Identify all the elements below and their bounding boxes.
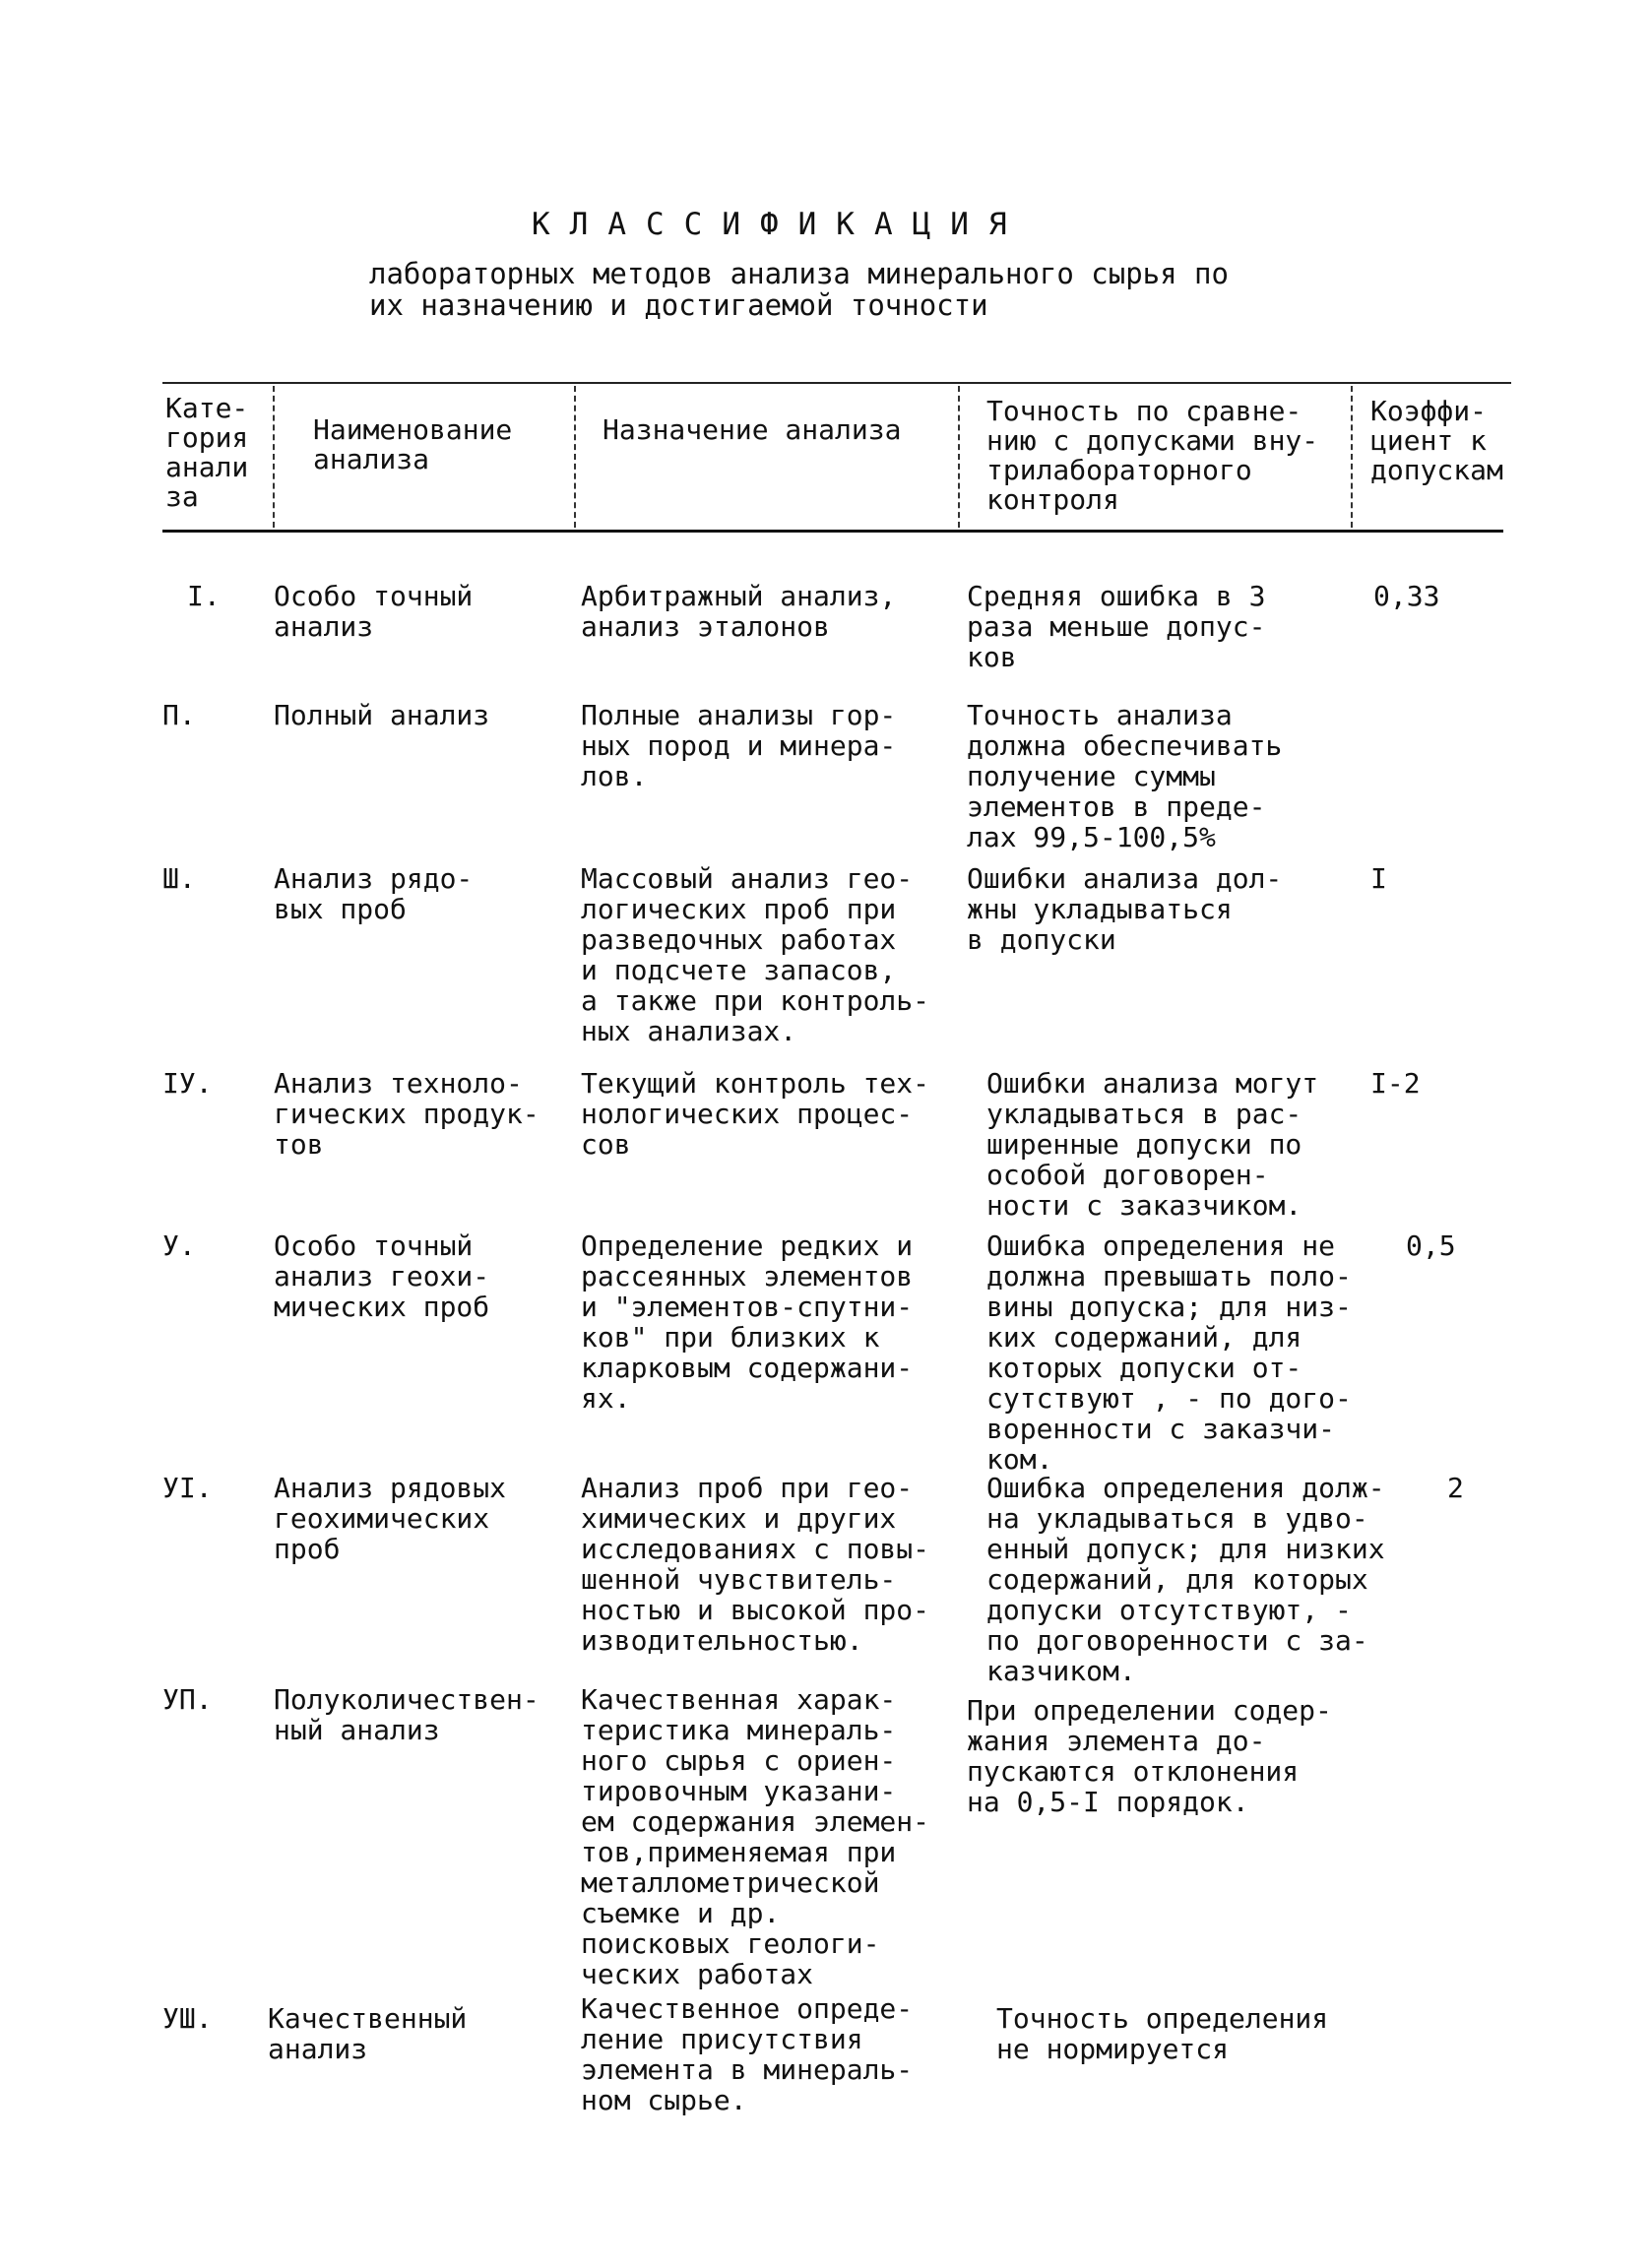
- row-6-coefficient: 2: [1447, 1472, 1464, 1504]
- row-1-name: Особо точный анализ: [274, 580, 474, 643]
- column-divider: [574, 386, 576, 528]
- row-3-category: Ш.: [162, 862, 196, 895]
- row-4-category: IУ.: [162, 1067, 213, 1100]
- row-4-coefficient: I-2: [1370, 1067, 1421, 1100]
- row-7-purpose: Качественная харак- теристика минераль- ного сырья с ориен- тировочным указани- ем содержания элемен- тов,применяемая при металлометрической съемке и др. поисковых геологи- ческих работах: [581, 1683, 930, 1990]
- row-7-accuracy: При определении содер- жания элемента до- пускаются отклонения на 0,5-I порядок.: [967, 1694, 1332, 1818]
- row-2-accuracy: Точность анализа должна обеспечивать получение суммы элементов в преде- лах 99,5-100,5%: [967, 699, 1283, 853]
- row-4-purpose: Текущий контроль тех- нологических процес- сов: [581, 1067, 930, 1161]
- header-accuracy: Точность по сравне- нию с допусками вну- трилабораторного контроля: [986, 395, 1319, 516]
- row-1-accuracy: Средняя ошибка в 3 раза меньше допус- ков: [967, 580, 1266, 673]
- header-name: Наименование анализа: [313, 413, 513, 475]
- row-6-purpose: Анализ проб при гео- химических и других исследованиях с повы- шенной чувствитель- ностью и высокой про- изводительностью.: [581, 1472, 930, 1657]
- row-7-name: Полуколичествен- ный анализ: [274, 1683, 540, 1746]
- row-2-purpose: Полные анализы гор- ных пород и минера- лов.: [581, 699, 897, 792]
- row-3-accuracy: Ошибки анализа дол- жны укладываться в допуски: [967, 862, 1283, 956]
- row-3-name: Анализ рядо- вых проб: [274, 862, 474, 925]
- header-coefficient: Коэффи- циент к допускам: [1370, 395, 1503, 486]
- table-header-top-rule: [162, 382, 1511, 384]
- row-8-name: Качественный анализ: [268, 2002, 468, 2065]
- row-8-category: УШ.: [162, 2002, 213, 2035]
- row-7-category: УП.: [162, 1683, 213, 1716]
- row-8-purpose: Качественное опреде- ление присутствия элемента в минераль- ном сырье.: [581, 1992, 914, 2116]
- row-3-coefficient: I: [1370, 862, 1387, 895]
- row-5-category: У.: [162, 1229, 196, 1262]
- row-6-category: УI.: [162, 1472, 213, 1504]
- row-6-accuracy: Ошибка определения долж- на укладываться в удво- енный допуск; для низких содержаний, для которых допуски отсутствуют, - по договоренности с за- казчиком.: [986, 1472, 1385, 1687]
- column-divider: [273, 386, 275, 528]
- header-purpose: Назначение анализа: [603, 413, 902, 446]
- row-1-coefficient: 0,33: [1373, 580, 1440, 612]
- row-4-name: Анализ техноло- гических продук- тов: [274, 1067, 540, 1161]
- table-header-bottom-rule: [162, 530, 1503, 533]
- column-divider: [1351, 386, 1353, 528]
- row-1-purpose: Арбитражный анализ, анализ эталонов: [581, 580, 897, 643]
- column-divider: [958, 386, 960, 528]
- row-2-name: Полный анализ: [274, 699, 490, 731]
- row-1-category: I.: [187, 580, 221, 612]
- row-2-category: П.: [162, 699, 196, 731]
- document-subtitle: лабораторных методов анализа минерального сырья по их назначению и достигаемой точности: [369, 257, 1229, 322]
- header-category: Кате- гория анали за: [165, 392, 249, 513]
- row-3-purpose: Массовый анализ гео- логических проб при разведочных работах и подсчете запасов, а также при контроль- ных анализах.: [581, 862, 930, 1047]
- row-5-coefficient: 0,5: [1406, 1229, 1456, 1262]
- row-5-name: Особо точный анализ геохи- мических проб: [274, 1229, 490, 1323]
- row-5-purpose: Определение редких и рассеянных элементов и "элементов-спутни- ков" при близких к кларковым содержани- ях.: [581, 1229, 914, 1415]
- row-5-accuracy: Ошибка определения не должна превышать поло- вины допуска; для низ- ких содержаний, для которых допуски от- сутствуют , - по дого- воренности с заказчи- ком.: [986, 1229, 1352, 1476]
- row-4-accuracy: Ошибки анализа могут укладываться в рас- ширенные допуски по особой договорен- ности с заказчиком.: [986, 1067, 1319, 1222]
- row-8-accuracy: Точность определения не нормируется: [996, 2002, 1329, 2065]
- row-6-name: Анализ рядовых геохимических проб: [274, 1472, 507, 1565]
- document-title: КЛАССИФИКАЦИЯ: [532, 207, 1027, 242]
